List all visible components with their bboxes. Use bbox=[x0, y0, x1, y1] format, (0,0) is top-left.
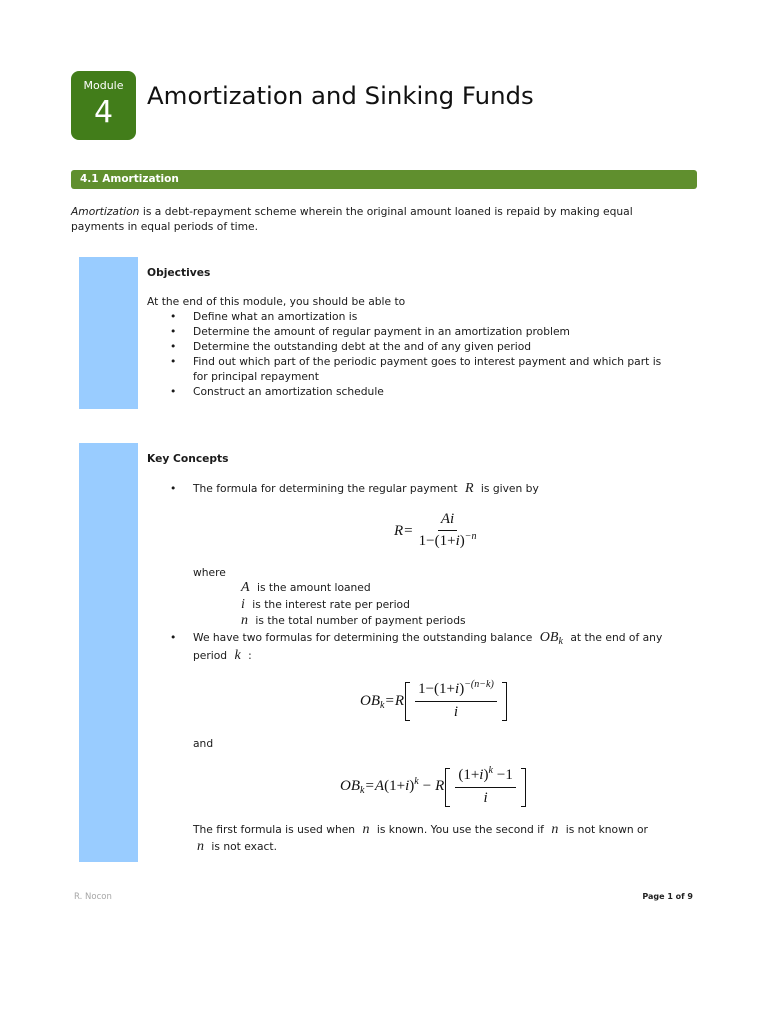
right-bracket bbox=[521, 768, 526, 807]
numerator bbox=[455, 766, 516, 788]
outstanding-balance-line-2 bbox=[193, 648, 252, 663]
variable-n: n bbox=[197, 839, 204, 854]
bullet: • bbox=[170, 325, 177, 338]
page-number: Page 1 of 9 bbox=[642, 892, 693, 901]
math-term: (1+ bbox=[458, 767, 480, 783]
section-heading: 4.1 Amortization bbox=[80, 173, 179, 185]
variable-n: n bbox=[241, 613, 248, 628]
objective-item: Determine the outstanding debt at the and of any given period bbox=[193, 340, 532, 353]
bullet: • bbox=[170, 355, 177, 368]
formula-left-side bbox=[340, 776, 445, 796]
balance-formula-2 bbox=[340, 766, 527, 808]
intro-line-2: payments in equal periods of time. bbox=[71, 220, 259, 233]
objective-item-continued: for principal repayment bbox=[193, 370, 319, 383]
regular-payment-text bbox=[193, 481, 539, 496]
footer-author: R. Nocon bbox=[74, 892, 112, 902]
where-item bbox=[237, 597, 410, 612]
section-header-bar bbox=[71, 170, 697, 189]
math-term: ) bbox=[483, 767, 489, 783]
bullet: • bbox=[170, 482, 177, 495]
module-label: Module bbox=[83, 79, 124, 92]
key-concepts-heading: Key Concepts bbox=[147, 452, 229, 465]
left-bracket bbox=[445, 768, 450, 807]
text-segment: is known. You use the second if bbox=[376, 823, 544, 836]
variable-ob-k bbox=[536, 630, 567, 645]
math-variable: A bbox=[374, 778, 385, 794]
text-segment: is not known or bbox=[565, 823, 648, 836]
balance-formula-1 bbox=[360, 680, 508, 722]
variable-n: n bbox=[362, 822, 370, 837]
page-title: Amortization and Sinking Funds bbox=[147, 81, 534, 110]
math-variable: i bbox=[455, 681, 460, 697]
equals-sign: = bbox=[385, 692, 394, 709]
math-term: −1 bbox=[496, 767, 513, 783]
text-segment: is given by bbox=[480, 482, 539, 495]
objective-item: Find out which part of the periodic payment goes to interest payment and which part is bbox=[193, 355, 662, 368]
math-term: ) bbox=[459, 681, 465, 697]
math-term: (1+ bbox=[384, 778, 406, 794]
exponent: −n bbox=[464, 531, 477, 542]
text-segment: The first formula is used when bbox=[193, 823, 356, 836]
fraction bbox=[455, 766, 516, 808]
text-segment: at the end of any bbox=[570, 631, 663, 644]
bullet: • bbox=[170, 340, 177, 353]
where-item-text: is the amount loaned bbox=[256, 581, 371, 594]
denominator: i bbox=[453, 704, 459, 720]
bullet: • bbox=[170, 631, 177, 644]
text-segment: The formula for determining the regular payment bbox=[193, 482, 458, 495]
math-variable: i bbox=[455, 533, 460, 549]
math-variable: R bbox=[435, 778, 445, 794]
where-item-text: is the interest rate per period bbox=[252, 598, 410, 611]
text-segment: We have two formulas for determining the outstanding balance bbox=[193, 631, 533, 644]
subscript: k bbox=[380, 699, 385, 711]
objectives-side-bar bbox=[79, 257, 138, 409]
numerator: Ai bbox=[438, 510, 457, 531]
payment-formula bbox=[394, 510, 481, 552]
intro-line-1 bbox=[71, 204, 633, 219]
intro-term: Amortization bbox=[71, 205, 140, 218]
math-term: ) bbox=[409, 778, 415, 794]
objective-item: Define what an amortization is bbox=[193, 310, 358, 323]
objective-item: Construct an amortization schedule bbox=[193, 385, 384, 398]
equals-sign: = bbox=[365, 778, 374, 794]
formula-lhs: R bbox=[394, 522, 404, 539]
fraction bbox=[415, 680, 497, 722]
and-label: and bbox=[193, 737, 214, 750]
variable-n: n bbox=[551, 822, 559, 837]
subscript: k bbox=[360, 785, 365, 796]
math-term: 1−(1+ bbox=[418, 681, 456, 697]
variable-i: i bbox=[241, 597, 245, 612]
exponent: −(n−k) bbox=[464, 679, 494, 690]
module-badge bbox=[71, 71, 136, 140]
formula-note-line-1 bbox=[193, 822, 648, 837]
where-item bbox=[237, 580, 371, 595]
objectives-lead: At the end of this module, you should be able to bbox=[147, 295, 406, 308]
text-segment: period bbox=[193, 649, 228, 662]
minus-sign: − bbox=[422, 778, 432, 794]
denominator bbox=[416, 531, 480, 552]
objectives-heading: Objectives bbox=[147, 266, 211, 279]
text-segment: is not exact. bbox=[211, 840, 277, 853]
text-segment: : bbox=[248, 649, 252, 662]
equals-sign: = bbox=[404, 522, 413, 539]
module-number: 4 bbox=[93, 95, 114, 130]
numerator bbox=[415, 680, 497, 702]
math-variable: OB bbox=[360, 692, 380, 709]
outstanding-balance-line-1 bbox=[193, 630, 662, 645]
where-item bbox=[237, 613, 466, 628]
intro-text: is a debt-repayment scheme wherein the original amount loaned is repaid by making equal bbox=[142, 205, 633, 218]
math-variable: i bbox=[479, 767, 484, 783]
right-bracket bbox=[502, 682, 507, 721]
math-term: ) bbox=[459, 533, 465, 549]
variable-a: A bbox=[241, 580, 250, 595]
key-concepts-side-bar bbox=[79, 443, 138, 862]
math-variable: OB bbox=[340, 778, 360, 794]
variable-k: k bbox=[234, 648, 241, 663]
math-term: 1−(1+ bbox=[418, 533, 456, 549]
math-variable: i bbox=[405, 778, 410, 794]
where-label: where bbox=[193, 566, 226, 579]
bullet: • bbox=[170, 310, 177, 323]
denominator: i bbox=[483, 790, 488, 806]
math-variable: R bbox=[394, 692, 405, 709]
objective-item: Determine the amount of regular payment in an amortization problem bbox=[193, 325, 570, 338]
exponent: k bbox=[414, 776, 419, 787]
formula-left-side bbox=[360, 694, 404, 709]
variable-ob: OB bbox=[539, 630, 559, 645]
left-bracket bbox=[405, 682, 410, 721]
bullet: • bbox=[170, 385, 177, 398]
formula-note-line-2 bbox=[193, 839, 277, 854]
fraction bbox=[416, 510, 480, 552]
variable-r: R bbox=[464, 481, 474, 496]
subscript-k: k bbox=[558, 636, 563, 647]
exponent: k bbox=[488, 765, 493, 776]
where-item-text: is the total number of payment periods bbox=[255, 614, 466, 627]
